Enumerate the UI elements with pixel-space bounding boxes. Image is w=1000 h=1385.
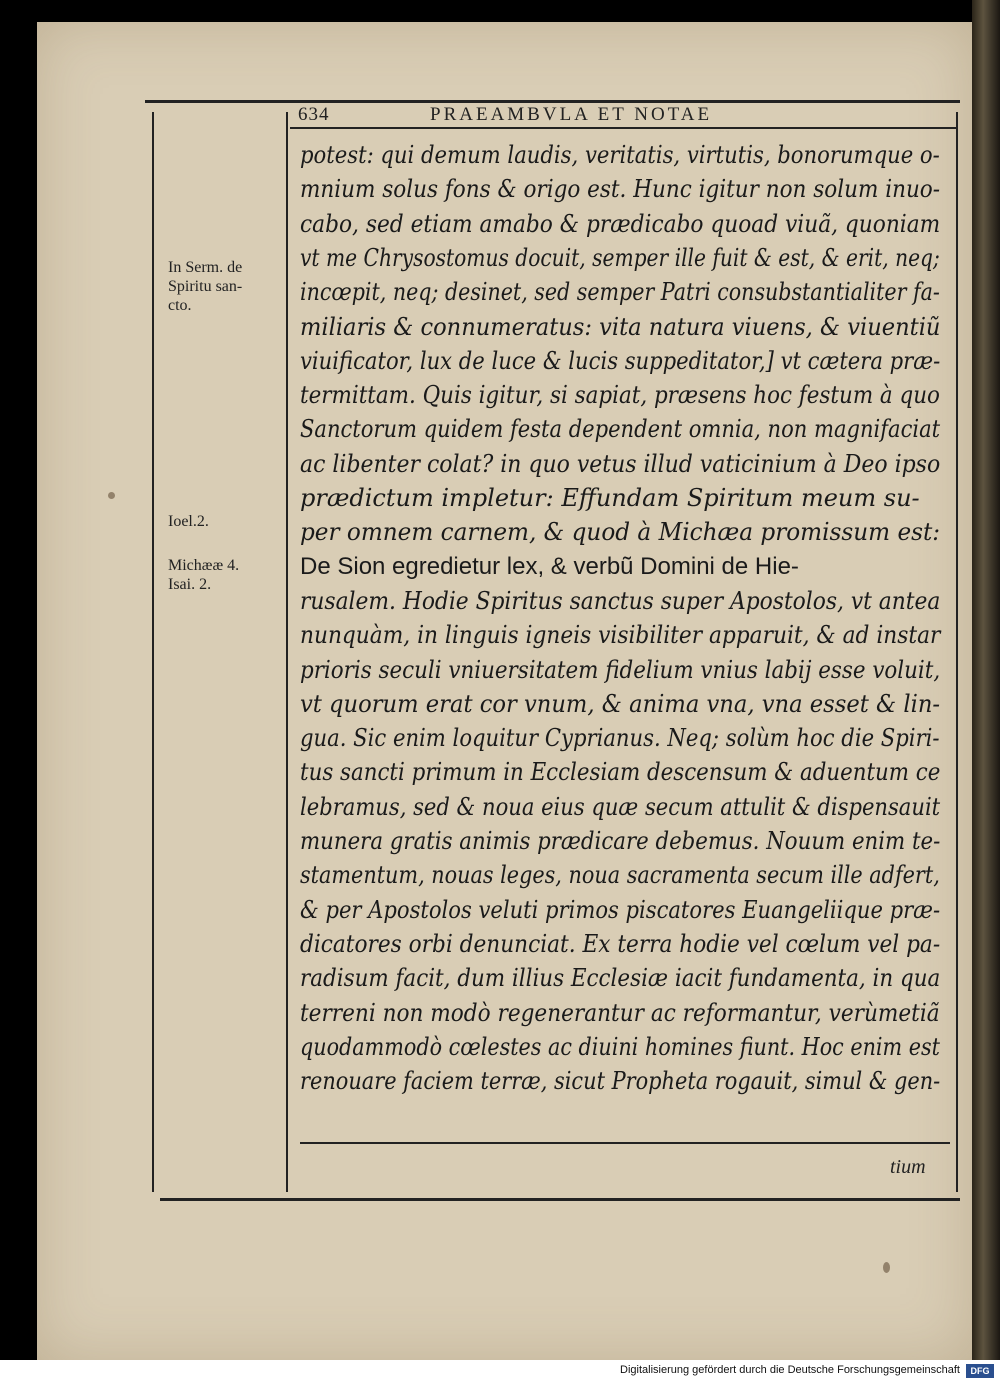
text-line: & per Apostolos veluti primos piscatores Euangeliique præ- [300,895,941,924]
margin-note: Ioel.2. [168,513,209,530]
paper-spot [108,492,115,499]
footer-credit: Digitalisierung gefördert durch die Deutsche Forschungsgemeinschaft [620,1364,960,1376]
text-line: termittam. Quis igitur, si sapiat, præsens hoc festum à quo [300,381,940,410]
text-line: potest: qui demum laudis, veritatis, virtutis, bonorumque o- [300,141,940,169]
gutter-rule [286,112,288,1192]
text-line: lebramus, sed & noua eius quæ secum attulit & dispensauit [300,792,941,821]
footer-bar [0,1360,1000,1385]
text-line: viuificator, lux de luce & lucis suppeditator,] vt cætera præ- [300,346,941,375]
bottom-rule [160,1198,960,1201]
text-line: stamentum, nouas leges, noua sacramenta secum ille adfert, [300,861,940,890]
catchword: tium [890,1156,926,1178]
text-line: miliaris & connumeratus: vita natura viuens, & viuentiũ [300,312,941,341]
text-line: nunquàm, in linguis igneis visibiliter apparuit, & ad instar [300,621,941,650]
right-frame-rule [956,112,958,1192]
text-line: gua. Sic enim loquitur Cyprianus. Neq; solùm hoc die Spiri- [300,724,940,753]
text-line: rusalem. Hodie Spiritus sanctus super Apostolos, vt antea [300,586,941,615]
page-number: 634 [298,104,330,125]
text-line: radisum facit, dum illius Ecclesiæ iacit fundamenta, in qua [300,964,941,993]
text-line: prædictum impletur: Effundam Spiritum meum su- [300,484,920,512]
text-line: renouare faciem terræ, sicut Propheta rogauit, simul & gen- [300,1067,941,1096]
top-rule [145,100,960,103]
left-frame-rule [152,112,154,1192]
text-line: mnium solus fons & origo est. Hunc igitur non solum inuo- [300,175,941,204]
text-line: tus sancti primum in Ecclesiam descensum & aduentum ce [300,758,941,787]
text-line: De Sion egredietur lex, & verbũ Domini de Hie- [300,552,799,580]
running-title: PRAEAMBVLA ET NOTAE [430,104,713,125]
text-line: prioris seculi vniuersitatem fidelium vnius labij esse voluit, [300,655,941,684]
text-line: vt quorum erat cor vnum, & anima vna, vna esset & lin- [300,689,941,718]
paper-spot [883,1262,890,1273]
text-line: terreni non modò regenerantur ac reformantur, verùmetiã [300,998,940,1027]
margin-note: Michææ 4. Isai. 2. [168,557,240,593]
text-line: munera gratis animis prædicare debemus. Nouum enim te- [300,827,941,855]
text-line: ac libenter colat? in quo vetus illud vaticinium à Deo ipso [300,449,941,478]
text-line: vt me Chrysostomus docuit, semper ille fuit & est, & erit, neq; [300,243,940,272]
text-line: quodammodò cœlestes ac diuini homines fiunt. Hoc enim est [300,1032,940,1061]
text-line: Sanctorum quidem festa dependent omnia, non magnifaciat [300,415,941,444]
text-line: per omnem carnem, & quod à Michæa promissum est: [300,518,941,547]
text-line: dicatores orbi denunciat. Ex terra hodie vel cœlum vel pa- [300,929,941,958]
dfg-logo: DFG [966,1364,994,1378]
header-underline [290,127,958,129]
book-spine [972,0,1000,1360]
text-line: cabo, sed etiam amabo & prædicabo quoad viuã, quoniam [300,209,941,238]
margin-note: In Serm. de Spiritu san- cto. [168,259,243,314]
text-line: incœpit, neq; desinet, sed semper Patri consubstantialiter fa- [300,278,940,307]
bottom-text-rule [300,1142,950,1144]
